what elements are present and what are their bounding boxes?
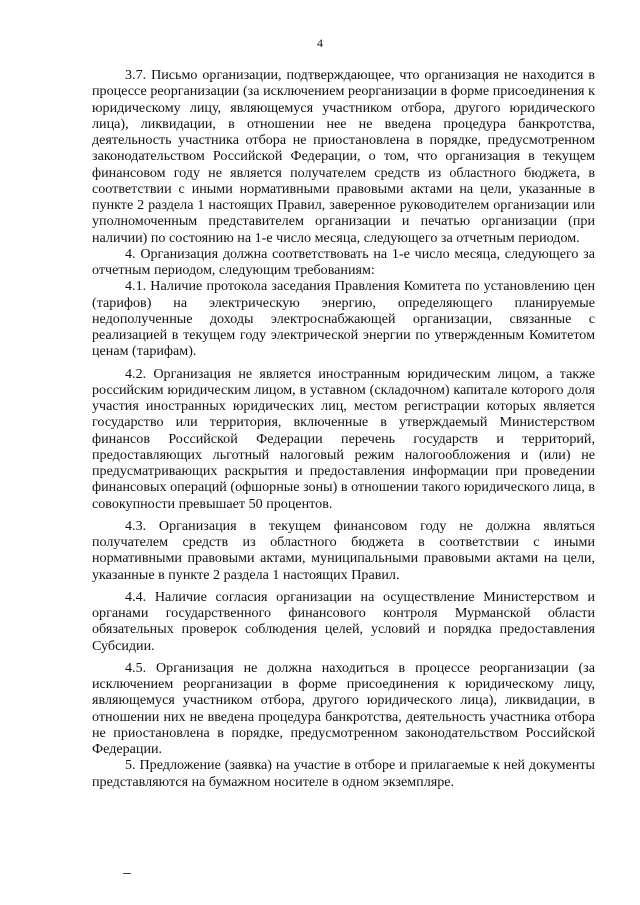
paragraph-5: 5. Предложение (заявка) на участие в отборе и прилагаемые к ней документы представляются на бумажном носителе в одном экземпляре. xyxy=(92,757,595,790)
paragraph-4-1: 4.1. Наличие протокола заседания Правления Комитета по установлению цен (тарифов) на электрическую энергию, определяющего планируемые недополученные доходы электроснабжающей организации, связанные с реализацией в текущем году электрической энергии по утвержденным Комитетом ценам (тарифам). xyxy=(92,278,595,360)
paragraph-4-3: 4.3. Организация в текущем финансовом году не должна являться получателем средств из областного бюджета в соответствии с иными нормативными правовыми актами, муниципальными правовыми актами на цели, указанные в пункте 2 раздела 1 настоящих Правил. xyxy=(92,517,595,583)
page-number: 4 xyxy=(317,36,323,50)
document-body xyxy=(92,67,595,790)
paragraph-4-5: 4.5. Организация не должна находиться в процессе реорганизации (за исключением реорганизации в форме присоединения к юридическому лицу, являющемуся участником отбора, другого юридического лица), ликвидации, в отношении них не введена процедура банкротства, деятельность участника отбора не приостановлена в порядке, предусмотренном законодательством Российской Федерации. xyxy=(92,659,595,757)
paragraph-3-7: 3.7. Письмо организации, подтверждающее, что организация не находится в процессе реорганизации (за исключением реорганизации в форме присоединения к юридическому лицу, являющемуся участником отбора, другого юридического лица), ликвидации, в отношении нее не введена процедура банкротства, деятельность участника отбора не приостановлена в порядке, предусмотренном законодательством Российской Федерации, о том, что организация в текущем финансовом году не является получателем средств из областного бюджета, в соответствии с иными нормативными правовыми актами на цели, указанные в пункте 2 раздела 1 настоящих Правил, заверенное руководителем организации или уполномоченным представителем организации и печатью организации (при наличии) по состоянию на 1-е число месяца, следующего за отчетным периодом. xyxy=(92,67,595,246)
paragraph-4: 4. Организация должна соответствовать на 1-е число месяца, следующего за отчетным периодом, следующим требованиям: xyxy=(92,245,595,278)
paragraph-4-4: 4.4. Наличие согласия организации на осуществление Министерством и органами государственного финансового контроля Мурманской области обязательных проверок соблюдения целей, условий и порядка предоставления Субсидии. xyxy=(92,588,595,654)
footer-mark xyxy=(123,873,131,874)
paragraph-4-2: 4.2. Организация не является иностранным юридическим лицом, а также российским юридическим лицом, в уставном (складочном) капитале которого доля участия иностранных юридических лиц, местом регистрации которых является государство или территория, включенные в утверждаемый Министерством финансов Российской Федерации перечень государств и территорий, предоставляющих льготный налоговый режим налогообложения и (или) не предусматривающих раскрытия и предоставления информации при проведении финансовых операций (офшорные зоны) в отношении такого юридического лица, в совокупности превышает 50 процентов. xyxy=(92,365,595,512)
